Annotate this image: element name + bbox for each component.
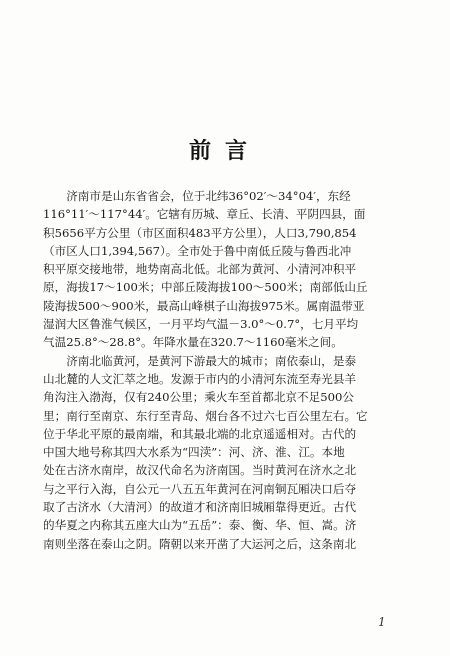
text-line: 里；南行至南京、东行至青岛、烟台各不过六七百公里左右。它	[43, 408, 368, 423]
page-title: 前言	[188, 139, 261, 164]
text-line: 角沟注入渤海，仅有240公里；乘火车至首都北京不足500公	[43, 390, 354, 405]
text-line: 陵海拔500～900米，最高山峰棋子山海拔975米。属南温带亚	[43, 298, 365, 313]
text-line: 山北麓的人文汇萃之地。发源于市内的小清河东流至寿光县羊	[43, 371, 357, 386]
text-line: 湿润大区鲁淮气候区，一月平均气温－3.0°～0.7°，七月平均	[43, 317, 359, 332]
body-text	[43, 187, 415, 553]
page-number: 1	[378, 615, 386, 629]
text-line: 积平原交接地带，地势南高北低。北部为黄河、小清河冲积平	[43, 262, 357, 277]
text-line: 处在古济水南岸，故汉代命名为济南国。当时黄河在济水之北	[43, 463, 357, 478]
text-line: （市区人口1,394,567）。全市处于鲁中南低丘陵与鲁西北冲	[43, 243, 352, 258]
text-line: 取了古济水（大清河）的故道才和济南旧城厢靠得更近。古代	[43, 500, 357, 515]
text-line: 与之平行入海，自公元一八五五年黄河在河南铜瓦厢决口后夺	[43, 481, 357, 496]
text-line: 中国大地号称其四大水系为“四渎”：河、济、淮、江。本地	[43, 445, 345, 460]
text-line: 116°11′～117°44′。它辖有历城、章丘、长清、平阴四县，面	[43, 207, 366, 222]
text-line: 原，海拔17～100米；中部丘陵海拔100～500米；南部低山丘	[43, 280, 368, 295]
text-line: 位于华北平原的最南端，和其最北端的北京遥遥相对。古代的	[43, 426, 357, 441]
text-line: 济南市是山东省省会，位于北纬36°02′～34°04′，东经	[43, 189, 351, 203]
text-line: 的华夏之内称其五座大山为“五岳”：泰、衡、华、恒、嵩。济	[43, 518, 357, 533]
text-line: 济南北临黄河，是黄河下游最大的城市；南依泰山，是泰	[43, 353, 357, 368]
text-line: 积5656平方公里（市区面积483平方公里），人口3,790,854	[43, 225, 357, 240]
text-line: 气温25.8°～28.8°。年降水量在320.7～1160毫米之间。	[43, 335, 343, 350]
text-line: 南则坐落在泰山之阴。隋朝以来开凿了大运河之后，这条南北	[43, 536, 357, 551]
